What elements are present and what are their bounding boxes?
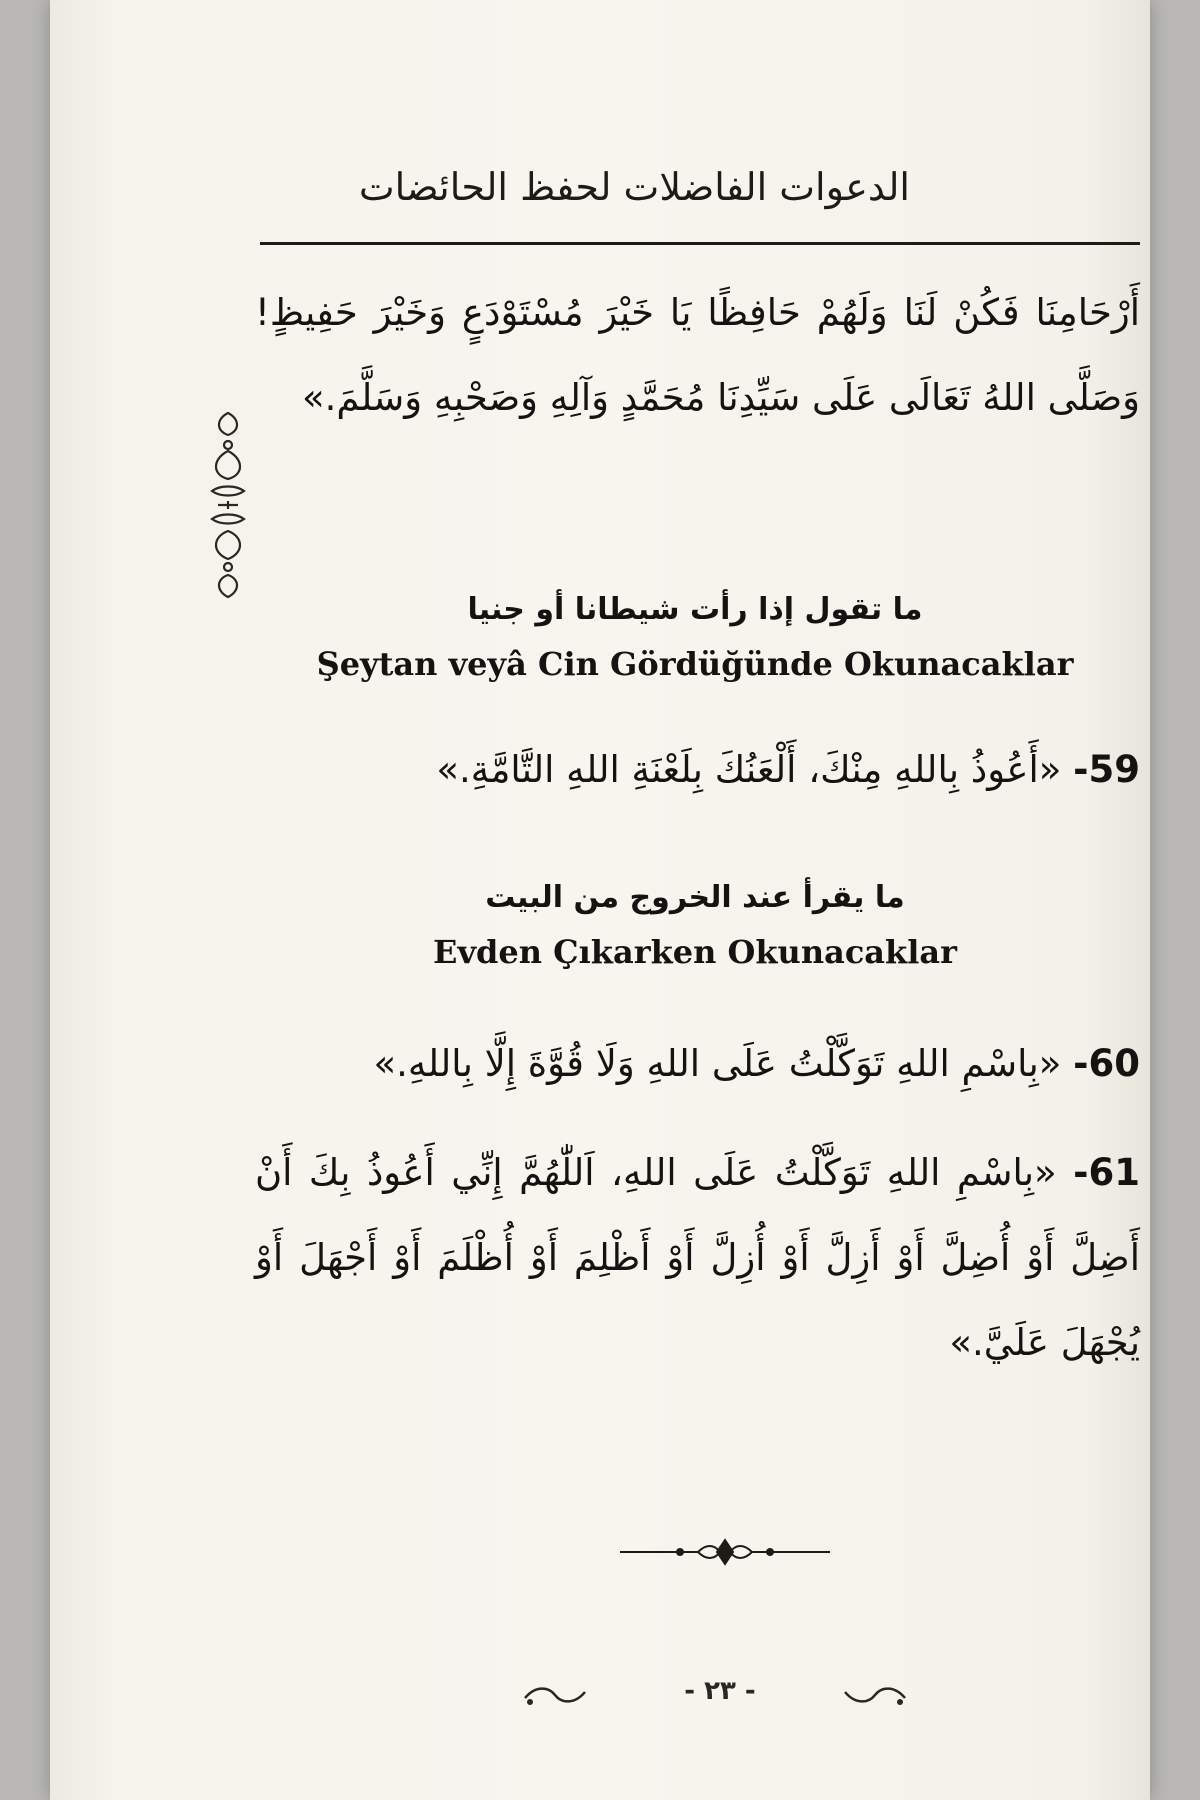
section-heading-turkish: Evden Çıkarken Okunacaklar [433, 933, 957, 971]
section-heading-arabic: ما تقول إذا رأت شيطانا أو جنيا [467, 592, 923, 627]
entry-number: 60- [1073, 1042, 1140, 1085]
book-page [50, 0, 1150, 1800]
entry-59 [255, 748, 1140, 791]
divider-flourish-icon [620, 1532, 830, 1572]
running-header-title: الدعوات الفاضلات لحفظ الحائضات [358, 165, 910, 209]
entry-61 [255, 1130, 1140, 1385]
curl-flourish-icon [520, 1680, 590, 1710]
section-heading-arabic: ما يقرأ عند الخروج من البيت [485, 880, 905, 915]
entry-text: «بِاسْمِ اللهِ تَوَكَّلْتُ عَلَى اللهِ، اَللّٰهُمَّ إِنِّي أَعُوذُ بِكَ أَنْ أَضِلَّ أَوْ أُضِلَّ أَوْ أَزِلَّ أَوْ أُزِلَّ أَوْ أَظْلِمَ أَوْ أُظْلَمَ أَوْ أَجْهَلَ أَوْ يُجْهَلَ عَلَيَّ.» [255, 1151, 1140, 1364]
continuation-paragraph: أَرْحَامِنَا فَكُنْ لَنَا وَلَهُمْ حَافِظًا يَا خَيْرَ مُسْتَوْدَعٍ وَخَيْرَ حَفِيظٍ! وَصَلَّى اللهُ تَعَالَى عَلَى سَيِّدِنَا مُحَمَّدٍ وَآلِهِ وَصَحْبِهِ وَسَلَّمَ.» [255, 291, 1140, 419]
header-divider [260, 242, 1140, 245]
entry-60 [255, 1042, 1140, 1085]
entry-number: 59- [1073, 748, 1140, 791]
floral-scroll-icon [198, 405, 258, 605]
entry-text: «أَعُوذُ بِاللهِ مِنْكَ، أَلْعَنُكَ بِلَعْنَةِ اللهِ التَّامَّةِ.» [436, 748, 1062, 791]
page-number: - ٢٣ - [684, 1676, 756, 1706]
page-footer [520, 1676, 920, 1716]
curl-flourish-icon [840, 1680, 910, 1710]
section-heading-turkish: Şeytan veyâ Cin Gördüğünde Okunacaklar [316, 645, 1074, 683]
entry-text: «بِاسْمِ اللهِ تَوَكَّلْتُ عَلَى اللهِ وَلَا قُوَّةَ إِلَّا بِاللهِ.» [373, 1042, 1062, 1085]
entry-number: 61- [1073, 1151, 1140, 1194]
